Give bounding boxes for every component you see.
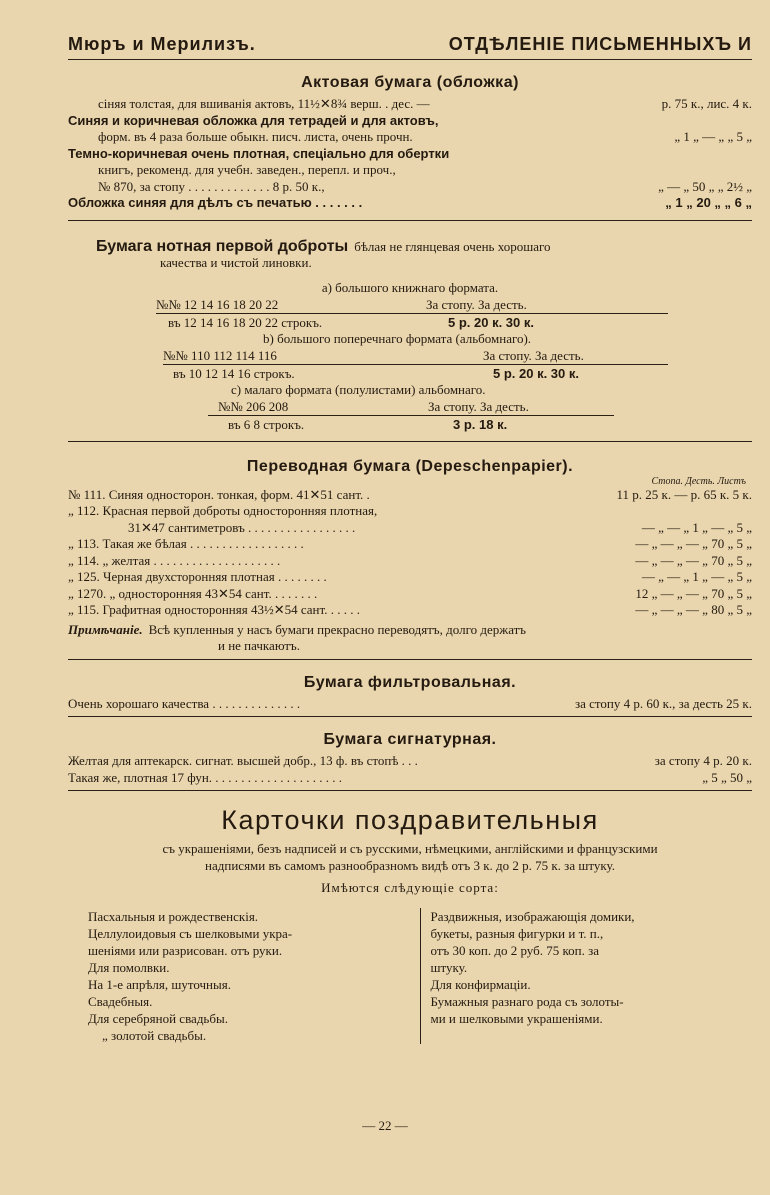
list-item: Свадебныя. bbox=[88, 994, 153, 1009]
notes-c-row bbox=[68, 416, 752, 433]
list-item: ми и шелковыми украшеніями. bbox=[430, 1011, 603, 1026]
list-item: Пасхальныя и рождественскія. bbox=[88, 909, 259, 924]
notes-c-title: с) малаго формата (полулистами) альбомнаго. bbox=[231, 381, 486, 397]
department-name: ОТДѢЛЕНІЕ ПИСЬМЕННЫХЪ И bbox=[448, 34, 752, 54]
list-item: На 1-е апрѣля, шуточныя. bbox=[88, 977, 231, 992]
transfer-line: „ 113. Такая же бѣлая . . . . . . . . . . . . . . . . . . — „ — „ — „ 70 „ 5 „ bbox=[68, 536, 752, 551]
transfer-line: „ 114. „ желтая . . . . . . . . . . . . . . . . . . . . — „ — „ — „ 70 „ 5 „ bbox=[68, 552, 752, 568]
list-item: букеты, разныя фигурки и т. п., bbox=[430, 926, 604, 941]
akt-title: Актовая бумага (обложка) bbox=[301, 74, 519, 91]
divider bbox=[68, 716, 752, 717]
notes-b-head: За стопу. За десть. bbox=[483, 347, 584, 363]
akt-line: сiняя толстая, для вшиванія актовъ, 11½✕8¾ верш. . дес. — р. 75 к., лис. 4 к. bbox=[98, 96, 752, 111]
list-item: шеніями или разрисован. отъ руки. bbox=[88, 943, 283, 958]
notes-b-rows: въ 10 12 14 16 строкъ. bbox=[173, 365, 295, 381]
notes-a-nums: №№ 12 14 16 18 20 22 bbox=[156, 296, 279, 312]
notes-b-title: b) большого поперечнаго формата (альбомнаго). bbox=[263, 330, 532, 346]
list-item: Целлулоидовыя съ шелковыми укра- bbox=[88, 926, 293, 941]
transfer-line: „ 115. Графитная односторонняя 43½✕54 сант. . . . . . — „ — „ — „ 80 „ 5 „ bbox=[68, 602, 752, 617]
akt-line: Синяя и коричневая обложка для тетрадей и для актовъ, bbox=[68, 112, 439, 128]
filter-section bbox=[68, 674, 752, 713]
notes-c-price: 3 р. 18 к. bbox=[453, 416, 508, 432]
signature-line: Желтая для аптекарск. сигнат. высшей добр., 13 ф. въ стопѣ . . . за стопу 4 р. 20 к. bbox=[68, 753, 752, 768]
note-text: Всѣ купленныя у насъ бумаги прекрасно переводятъ, долго держатъ bbox=[148, 621, 527, 637]
notes-a-row bbox=[68, 314, 752, 331]
notes-b-head-row bbox=[68, 347, 752, 364]
signature-line: Такая же, плотная 17 фун. . . . . . . . . . . . . . . . . . . . . „ 5 „ 50 „ bbox=[68, 769, 752, 785]
notes-section bbox=[68, 239, 752, 433]
divider bbox=[68, 659, 752, 660]
notes-a-rows: въ 12 14 16 18 20 22 строкъ. bbox=[168, 314, 323, 330]
signature-title: Бумага сигнатурная. bbox=[323, 731, 497, 748]
notes-c-nums: №№ 206 208 bbox=[218, 398, 289, 414]
transfer-section bbox=[68, 458, 752, 655]
list-item: отъ 30 коп. до 2 руб. 75 коп. за bbox=[430, 943, 599, 958]
notes-b-row bbox=[68, 365, 752, 382]
notes-a-title: а) большого книжнаго формата. bbox=[321, 279, 499, 295]
store-name: Мюръ и Мерилизъ. bbox=[68, 34, 256, 54]
filter-price: за стопу 4 р. 60 к., за десть 25 к. bbox=[574, 695, 752, 711]
list-item: Для серебряной свадьбы. bbox=[88, 1011, 228, 1026]
notes-b-nums: №№ 110 112 114 116 bbox=[163, 347, 277, 363]
cards-desc-1: съ украшеніями, безъ надписей и съ русскими, нѣмецкими, англійскими и французскими bbox=[162, 841, 658, 856]
transfer-col-heads: Стопа. Десть. Листъ bbox=[651, 475, 746, 487]
list-item: Для помолвки. bbox=[88, 960, 170, 975]
akt-line: № 870, за стопу . . . . . . . . . . . . . 8 р. 50 к., „ — „ 50 „ „ 2½ „ bbox=[98, 178, 752, 194]
cards-columns bbox=[68, 908, 752, 1044]
filter-title: Бумага фильтровальная. bbox=[303, 673, 517, 691]
column-divider bbox=[420, 908, 421, 1044]
akt-line: форм. въ 4 раза больше обыкн. писч. листа, очень прочн. „ 1 „ — „ „ 5 „ bbox=[98, 129, 752, 144]
signature-section bbox=[68, 731, 752, 786]
cards-sorts: Имѣются слѣдующіе сорта: bbox=[321, 880, 499, 895]
notes-subtitle: качества и чистой линовки. bbox=[160, 255, 312, 270]
cards-right-col bbox=[431, 908, 753, 1044]
page-number: — 22 — bbox=[362, 1118, 408, 1133]
list-item: „ золотой свадьбы. bbox=[102, 1028, 207, 1043]
notes-a-head-row bbox=[68, 296, 752, 313]
transfer-note bbox=[68, 622, 752, 639]
cards-title: Карточки поздравительныя bbox=[221, 805, 599, 835]
list-item: Раздвижныя, изображающія домики, bbox=[430, 909, 635, 924]
page-header bbox=[68, 34, 752, 60]
filter-text: Очень хорошаго качества . . . . . . . . . . . . . . bbox=[68, 695, 301, 711]
transfer-line: № 111. Синяя односторон. тонкая, форм. 41✕51 сант. . 11 р. 25 к. — р. 65 к. 5 к. bbox=[68, 486, 752, 502]
notes-title: Бумага нотная первой доброты bbox=[96, 237, 349, 255]
notes-a-price: 5 р. 20 к. 30 к. bbox=[448, 314, 534, 330]
note-label: Примѣчаніе. bbox=[68, 621, 143, 637]
list-item: Бумажныя разнаго рода съ золоты- bbox=[430, 994, 624, 1009]
list-item: Для конфирмаціи. bbox=[430, 977, 531, 992]
akt-line: Обложка синяя для дѣлъ съ печатью . . . . . . . „ 1 „ 20 „ „ 6 „ bbox=[68, 195, 752, 210]
divider bbox=[68, 441, 752, 442]
transfer-line: „ 125. Черная двухсторонняя плотная . . . . . . . . — „ — „ 1 „ — „ 5 „ bbox=[68, 569, 752, 584]
notes-b-price: 5 р. 20 к. 30 к. bbox=[493, 365, 579, 381]
transfer-line: 31✕47 сантиметровъ . . . . . . . . . . . . . . . . . — „ — „ 1 „ — „ 5 „ bbox=[128, 519, 752, 535]
akt-section bbox=[68, 74, 752, 212]
filter-line bbox=[68, 696, 752, 713]
notes-c-head-row bbox=[68, 398, 752, 415]
notes-a-head: За стопу. За десть. bbox=[426, 296, 527, 312]
list-item: штуку. bbox=[430, 960, 468, 975]
cards-left-col bbox=[88, 908, 410, 1044]
divider bbox=[68, 220, 752, 221]
transfer-title: Переводная бумага (Depeschenpapier). bbox=[246, 457, 574, 475]
note-text-2: и не пачкаютъ. bbox=[218, 638, 301, 653]
notes-title-tail: бѣлая не глянцевая очень хорошаго bbox=[354, 238, 551, 254]
notes-c-head: За стопу. За десть. bbox=[428, 398, 529, 414]
transfer-line: „ 1270. „ односторонняя 43✕54 сант. . . . . . . . 12 „ — „ — „ 70 „ 5 „ bbox=[68, 585, 752, 601]
notes-c-rows: въ 6 8 строкъ. bbox=[228, 416, 305, 432]
cards-desc-2: надписями въ самомъ разнообразномъ видѣ отъ 3 к. до 2 р. 75 к. за штуку. bbox=[205, 858, 615, 873]
akt-line: Темно-коричневая очень плотная, спеціально для обертки bbox=[68, 145, 450, 161]
transfer-line: „ 112. Красная первой доброты односторонняя плотная, bbox=[68, 503, 378, 518]
akt-line: книгъ, рекоменд. для учебн. заведен., перепл. и проч., bbox=[98, 162, 396, 177]
divider bbox=[68, 790, 752, 791]
notes-title-row bbox=[68, 239, 752, 256]
cards-section bbox=[68, 805, 752, 1044]
